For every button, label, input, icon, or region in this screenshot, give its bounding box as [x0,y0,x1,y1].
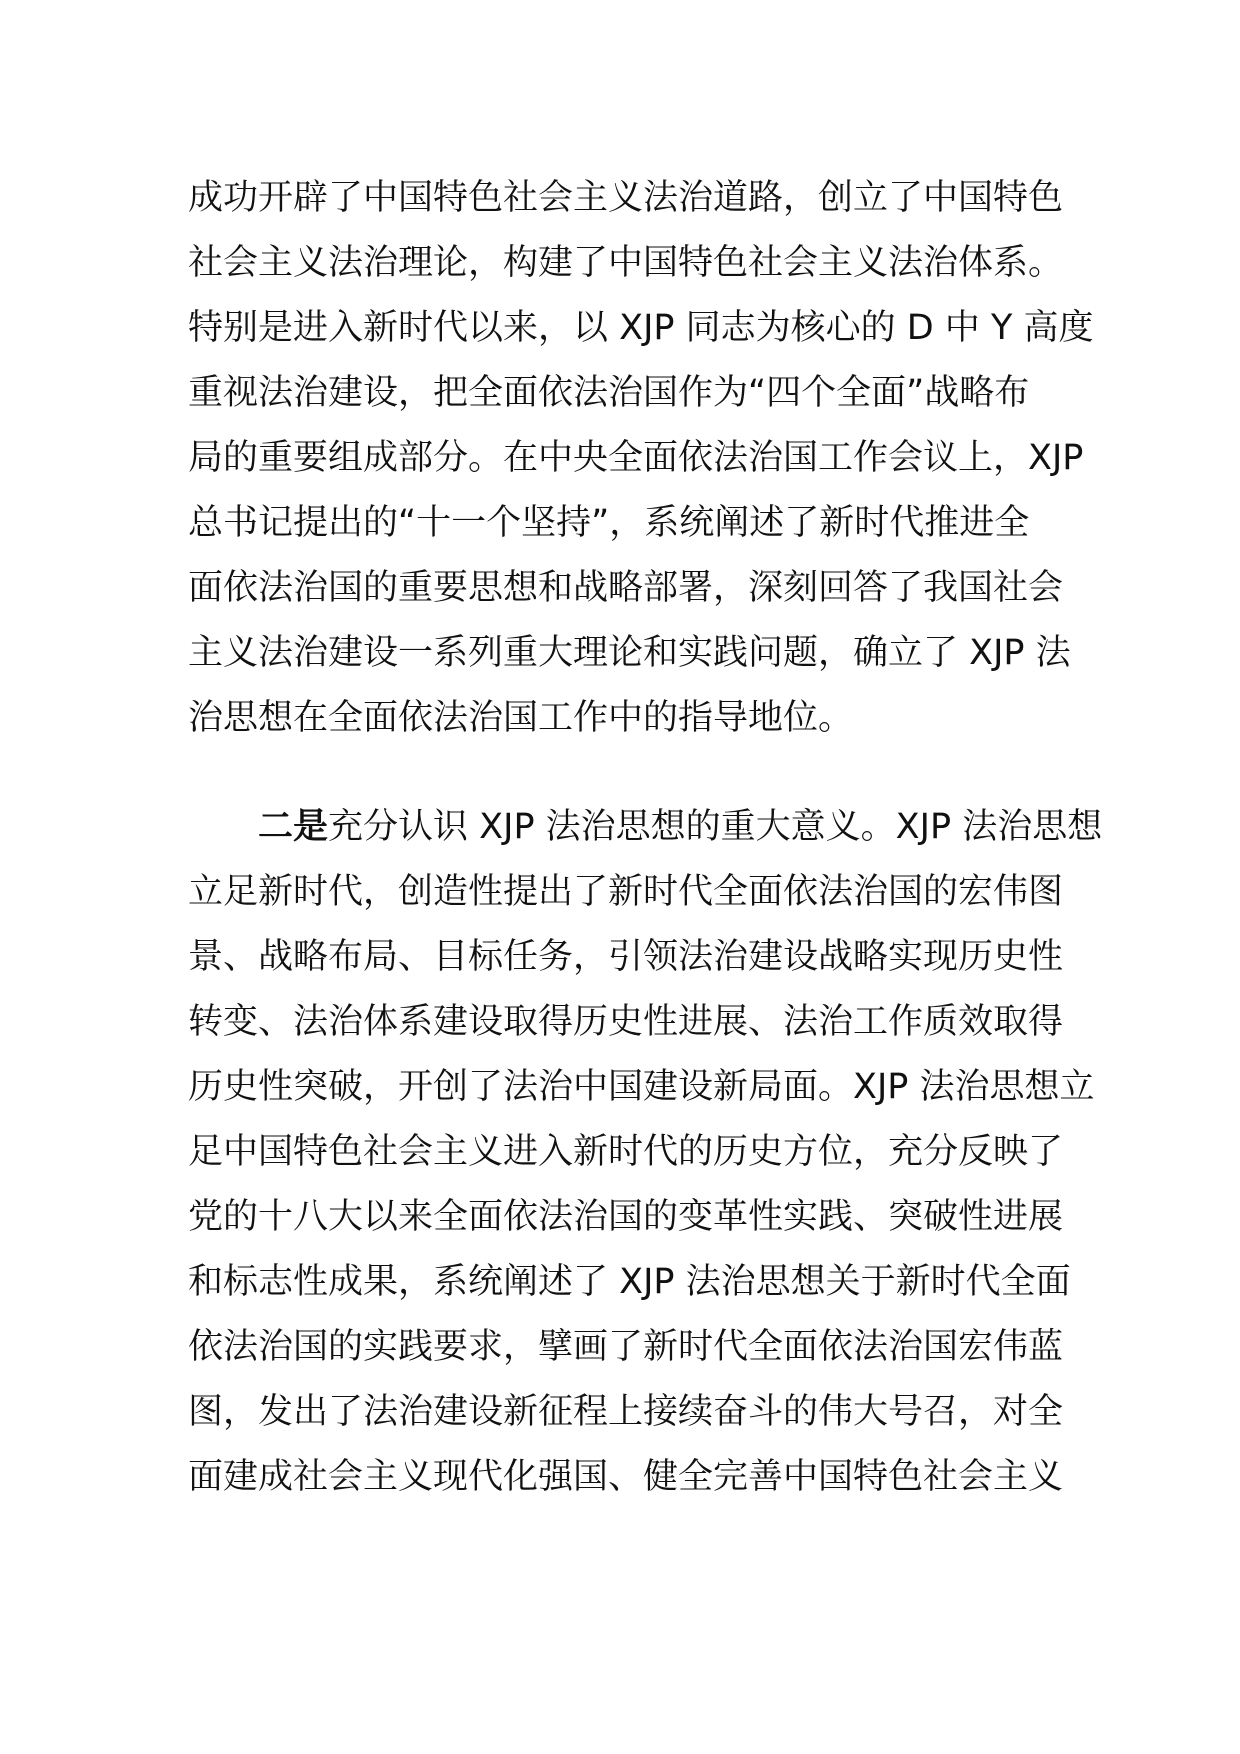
text-line: 成功开辟了中国特色社会主义法治道路，创立了中国特色 [188,178,1064,218]
text-line: 局的重要组成部分。在中央全面依法治国工作会议上，XJP [188,438,1084,478]
point-lead-label: 二是 [258,807,329,847]
text-line: 重视法治建设，把全面依法治国作为“四个全面”战略布 [188,373,1030,413]
paragraph-continuation [188,166,1094,751]
text-line: 总书记提出的“十一个坚持”，系统阐述了新时代推进全 [188,503,1030,543]
text-line: 图，发出了法治建设新征程上接续奋斗的伟大号召，对全 [188,1392,1064,1432]
text-line: 足中国特色社会主义进入新时代的历史方位，充分反映了 [188,1132,1064,1172]
text-line: 社会主义法治理论，构建了中国特色社会主义法治体系。 [188,243,1064,283]
text-line: 和标志性成果，系统阐述了 XJP 法治思想关于新时代全面 [188,1262,1071,1302]
text-line: 特别是进入新时代以来，以 XJP 同志为核心的 D 中 Y 高度 [188,308,1094,348]
first-line-text: 充分认识 XJP 法治思想的重大意义。XJP 法治思想 [328,807,1103,847]
text-line: 景、战略布局、目标任务，引领法治建设战略实现历史性 [188,937,1064,977]
text-line: 转变、法治体系建设取得历史性进展、法治工作质效取得 [188,1002,1064,1042]
text-line: 立足新时代，创造性提出了新时代全面依法治国的宏伟图 [188,872,1064,912]
paragraph-second-point [188,795,1103,1510]
text-line: 面建成社会主义现代化强国、健全完善中国特色社会主义 [188,1457,1064,1497]
text-line-first [188,795,1103,860]
text-line: 面依法治国的重要思想和战略部署，深刻回答了我国社会 [188,568,1064,608]
text-line: 党的十八大以来全面依法治国的变革性实践、突破性进展 [188,1197,1064,1237]
text-line: 治思想在全面依法治国工作中的指导地位。 [188,698,854,738]
text-line: 主义法治建设一系列重大理论和实践问题，确立了 XJP 法 [188,633,1071,673]
text-line: 历史性突破，开创了法治中国建设新局面。XJP 法治思想立 [188,1067,1095,1107]
text-line: 依法治国的实践要求，擘画了新时代全面依法治国宏伟蓝 [188,1327,1064,1367]
